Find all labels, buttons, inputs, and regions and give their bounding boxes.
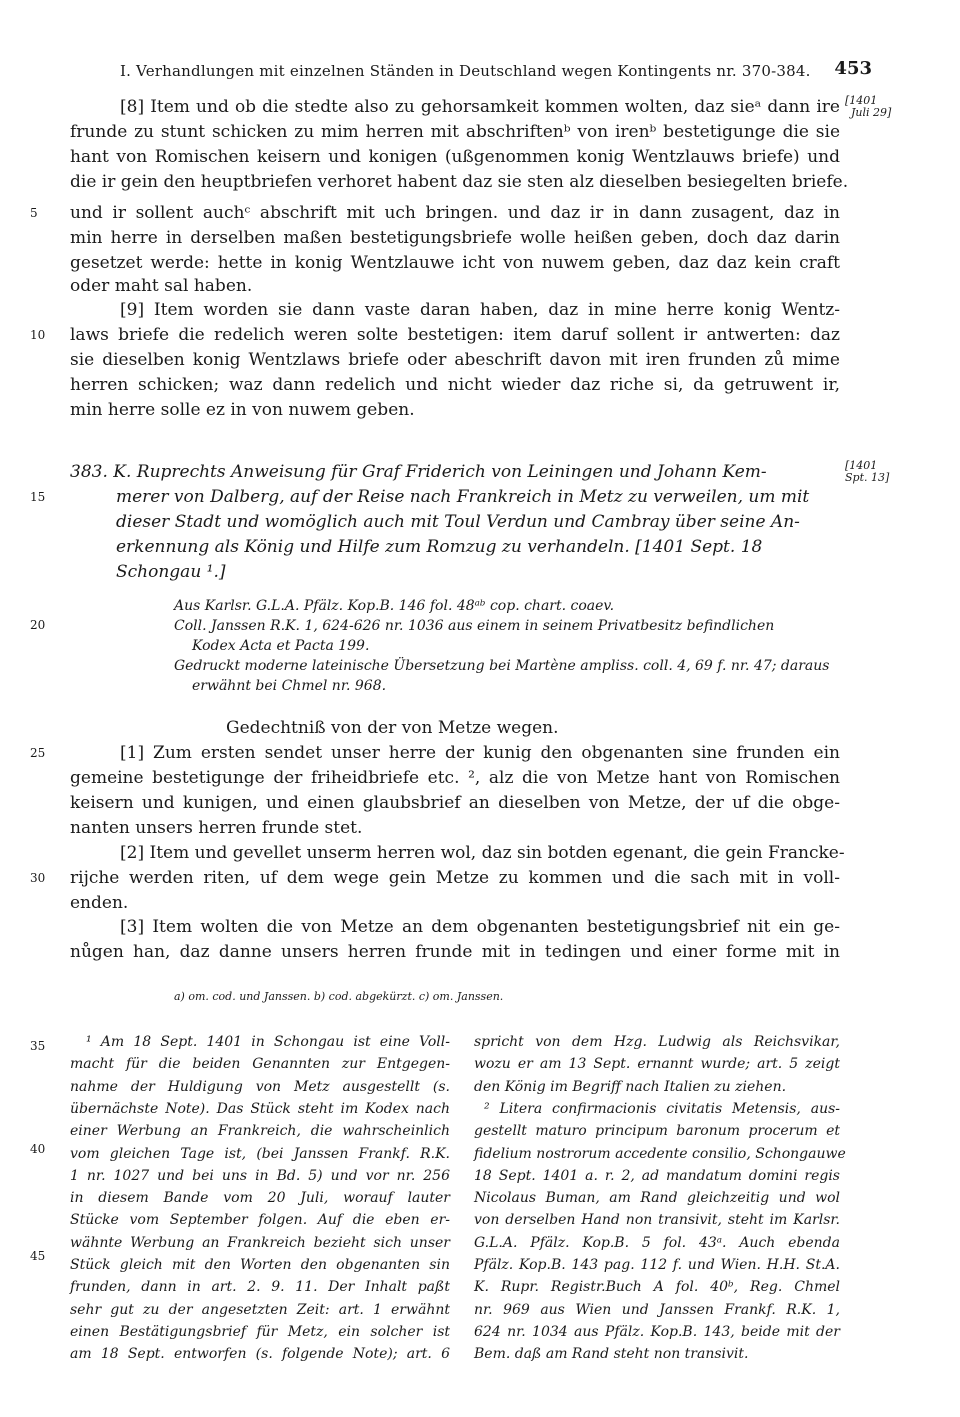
footnote-line: ¹ Am 18 Sept. 1401 in Schongau ist eine Voll- [86, 1034, 450, 1050]
footnote-line: Stücke vom September folgen. Auf die eben er- [70, 1212, 450, 1229]
footnote-line: G.L.A. Pfälz. Kop.B. 5 fol. 43ᵃ. Auch ebenda [474, 1234, 840, 1251]
line-number: 40 [30, 1142, 46, 1156]
source-line: erwähnt bei Chmel nr. 968. [192, 678, 387, 694]
text-line: enden. [70, 893, 129, 913]
footnote-line: nahme der Huldigung von Metz ausgestellt (s. [70, 1078, 450, 1095]
margin-note-line: Juli 29] [851, 106, 892, 119]
footnote-line: 18 Sept. 1401 a. r. 2, ad mandatum domini regis [474, 1167, 840, 1184]
text-line: die ir gein den heuptbriefen verhoret habent daz sie sten alz dieselben besiegelten briefe. [70, 172, 849, 192]
footnote-line: wozu er am 13 Sept. ernannt wurde; art. 5 zeigt [474, 1056, 840, 1073]
footnote-line: Bem. daß am Rand steht non transivit. [474, 1346, 749, 1363]
margin-note-line: [1401 [845, 94, 878, 107]
source-line: Kodex Acta et Pacta 199. [192, 638, 370, 654]
text-line: frunde zu stunt schicken zu mim herren mit abschriftenᵇ von irenᵇ bestetigunge die sie [70, 122, 840, 142]
text-line: nůgen han, daz danne unsers herren frunde mit in tedingen und einer forme mit in [70, 942, 840, 962]
footnote-line: übernächste Note). Das Stück steht im Kodex nach [70, 1100, 450, 1117]
footnote-line: 1 nr. 1027 und bei uns in Bd. 5) und vor nr. 256 [70, 1167, 450, 1184]
footnote-line: ² Litera confirmacionis civitatis Metensis, aus- [484, 1100, 840, 1117]
document-heading-line: 383. K. Ruprechts Anweisung für Graf Friderich von Leiningen und Johann Kem- [70, 462, 767, 482]
footnote-line: fidelium nostrorum accedente consilio, Schongauwe [474, 1145, 846, 1162]
footnote-line: K. Rupr. Registr.Buch A fol. 40ᵇ, Reg. Chmel [474, 1279, 840, 1296]
text-line: keisern und kunigen, und einen glaubsbrief an dieselben von Metze, der uf die obge- [70, 793, 840, 813]
margin-note-line: Spt. 13] [845, 471, 890, 484]
line-number: 5 [30, 206, 38, 220]
document-title: Gedechtniß von der von Metze wegen. [226, 718, 559, 738]
text-line: min herre in derselben maßen bestetigungsbriefe wolle heißen geben, doch daz darin [70, 228, 840, 248]
margin-date-note [845, 95, 891, 119]
text-line: rijche werden riten, uf dem wege gein Metze zu kommen und die sach mit in voll- [70, 868, 840, 888]
line-number: 45 [30, 1249, 46, 1263]
footnote-line: wähnte Werbung an Frankreich bezieht sich unser [70, 1234, 450, 1251]
text-line: gesetzet werde: hette in konig Wentzlauwe icht von nuwem geben, daz daz kein craft [70, 253, 840, 273]
footnote-line: Nicolaus Buman, am Rand gleichzeitig und wol [474, 1190, 840, 1207]
text-line: [2] Item und gevellet unserm herren wol, daz sin botden egenant, die gein Francke- [120, 843, 845, 863]
document-heading-line: merer von Dalberg, auf der Reise nach Frankreich in Metz zu verweilen, um mit [116, 487, 810, 507]
text-line: laws briefe die redelich weren solte bestetigen: item daruf sollent ir antwerten: daz [70, 325, 840, 345]
running-title: I. Verhandlungen mit einzelnen Ständen in Deutschland wegen Kontingents nr. 370-384. [120, 62, 811, 80]
page-number: 453 [834, 58, 872, 79]
margin-date-note [845, 460, 889, 484]
line-number: 20 [30, 618, 46, 632]
source-line: Gedruckt moderne lateinische Übersetzung bei Martène ampliss. coll. 4, 69 f. nr. 47; daraus [174, 658, 830, 674]
line-number: 15 [30, 490, 46, 504]
source-line: Aus Karlsr. G.L.A. Pfälz. Kop.B. 146 fol. 48ᵃᵇ cop. chart. coaev. [174, 598, 615, 614]
document-heading-line: Schongau ¹.] [116, 562, 226, 582]
footnote-line: den König im Begriff nach Italien zu ziehen. [474, 1078, 787, 1095]
footnote-line: sehr gut zu der angesetzten Zeit: art. 1 erwähnt [70, 1301, 450, 1318]
text-line: oder maht sal haben. [70, 276, 253, 296]
text-line: nanten unsers herren frunde stet. [70, 818, 363, 838]
footnote-line: frunden, dann in art. 2. 9. 11. Der Inhalt paßt [70, 1279, 450, 1296]
footnote-line: einer Werbung an Frankreich, die wahrscheinlich [70, 1123, 450, 1140]
footnote-line: vom gleichen Tage ist, (bei Janssen Frankf. R.K. [70, 1145, 450, 1162]
line-number: 25 [30, 746, 46, 760]
line-number: 30 [30, 871, 46, 885]
document-heading-line: dieser Stadt und womöglich auch mit Toul Verdun und Cambray über seine An- [116, 512, 800, 532]
footnote-line: Stück gleich mit den Worten den obgenanten sin [70, 1257, 450, 1273]
text-line: und ir sollent auchᶜ abschrift mit uch bringen. und daz ir in dann zusagent, daz in [70, 203, 840, 223]
text-line: hant von Romischen keisern und konigen (ußgenommen konig Wentzlauws briefe) und [70, 147, 840, 167]
footnote-line: am 18 Sept. entworfen (s. folgende Note); art. 6 [70, 1346, 450, 1363]
footnote-line: gestellt maturo principum baronum procerum et [474, 1123, 840, 1140]
running-header [120, 58, 872, 88]
variant-notes: a) om. cod. und Janssen. b) cod. abgekürzt. c) om. Janssen. [174, 990, 504, 1003]
footnote-line: einen Bestätigungsbrief für Metz, ein solcher ist [70, 1323, 450, 1340]
footnote-line: von derselben Hand non transivit, steht im Karlsr. [474, 1212, 840, 1229]
source-line: Coll. Janssen R.K. 1, 624-626 nr. 1036 aus einem in seinem Privatbesitz befindlichen [174, 618, 775, 634]
text-line: gemeine bestetigunge der friheidbriefe etc. ², alz die von Metze hant von Romischen [70, 768, 840, 788]
text-line: [1] Zum ersten sendet unser herre der kunig den obgenanten sine frunden ein [120, 743, 840, 763]
text-line: sie dieselben konig Wentzlaws briefe oder abeschrift davon mit iren frunden zů mime [70, 350, 840, 370]
text-line: herren schicken; waz dann redelich und nicht wieder daz riche si, da getruwent ir, [70, 375, 840, 395]
line-number: 35 [30, 1039, 46, 1053]
line-number: 10 [30, 328, 46, 342]
footnote-line: spricht von dem Hzg. Ludwig als Reichsvikar, [474, 1034, 840, 1050]
footnote-line: in diesem Bande vom 20 Juli, worauf lauter [70, 1190, 450, 1207]
margin-note-line: [1401 [845, 459, 878, 472]
text-line: min herre solle ez in von nuwem geben. [70, 400, 415, 420]
footnote-line: macht für die beiden Genannten zur Entgegen- [70, 1056, 450, 1073]
document-heading-line: erkennung als König und Hilfe zum Romzug zu verhandeln. [1401 Sept. 18 [116, 537, 763, 557]
text-line: [9] Item worden sie dann vaste daran haben, daz in mine herre konig Wentz- [120, 300, 840, 320]
text-line: [3] Item wolten die von Metze an dem obgenanten bestetigungsbrief nit ein ge- [120, 917, 840, 937]
text-line: [8] Item und ob die stedte also zu gehorsamkeit kommen wolten, daz sieᵃ dann ire [120, 97, 840, 117]
footnote-line: Pfälz. Kop.B. 143 pag. 112 f. und Wien. H.H. St.A. [474, 1257, 840, 1273]
footnote-line: 624 nr. 1034 aus Pfälz. Kop.B. 143, beide mit der [474, 1323, 840, 1340]
footnote-line: nr. 969 aus Wien und Janssen Frankf. R.K. 1, [474, 1301, 840, 1318]
